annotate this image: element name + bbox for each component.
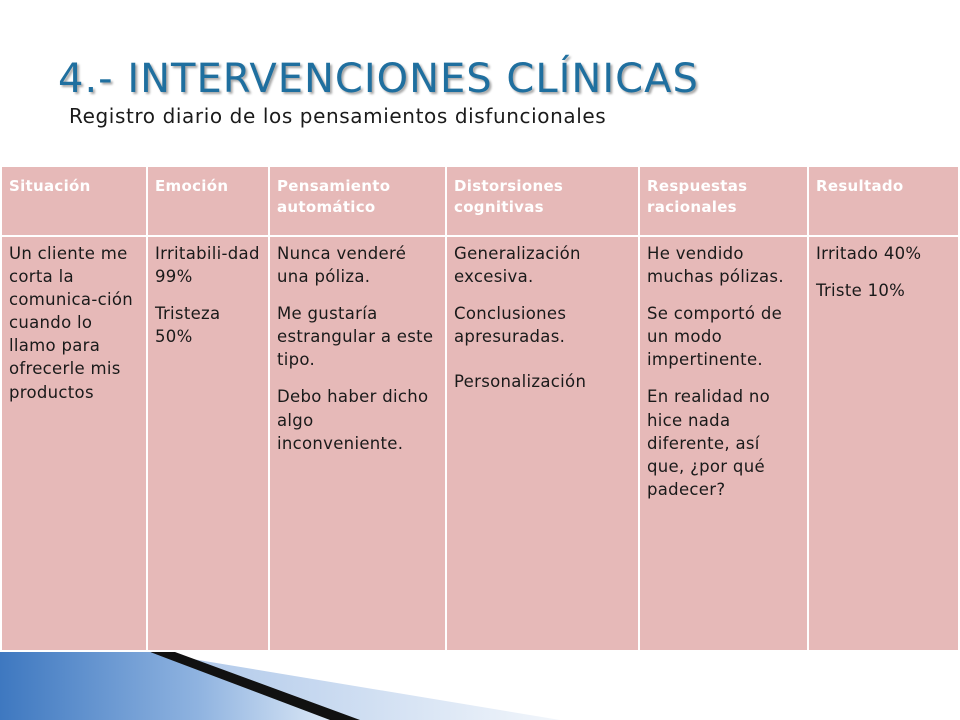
- cell-emocion: [147, 236, 269, 651]
- cell-respuestas: [639, 236, 808, 651]
- distorsion-1: Generalización excesiva.: [454, 244, 581, 287]
- header-resultado: Resultado: [808, 166, 959, 236]
- emocion-irritabilidad: Irritabili-dad 99%: [155, 244, 260, 287]
- header-distorsiones: Distorsiones cognitivas: [446, 166, 639, 236]
- situacion-text: Un cliente me corta la comunica-ción cuando lo llamo para ofrecerle mis productos: [9, 244, 133, 402]
- table-row: [1, 236, 959, 651]
- respuesta-2: Se comportó de un modo impertinente.: [647, 304, 783, 370]
- distorsion-2: Conclusiones apresuradas.: [454, 304, 567, 347]
- resultado-irritado: Irritado 40%: [816, 244, 922, 263]
- emocion-tristeza: Tristeza 50%: [155, 304, 221, 347]
- header-emocion: Emoción: [147, 166, 269, 236]
- slide-title: 4.- INTERVENCIONES CLÍNICAS: [58, 56, 699, 102]
- decorative-swoosh: [0, 652, 960, 720]
- distorsion-3: Personalización: [454, 372, 587, 392]
- table-header-row: [1, 166, 959, 236]
- pensamiento-3: Debo haber dicho algo inconveniente.: [277, 387, 429, 453]
- cell-pensamiento: [269, 236, 446, 651]
- cell-situacion: [1, 236, 147, 651]
- header-pensamiento: Pensamiento automático: [269, 166, 446, 236]
- pensamiento-2: Me gustaría estrangular a este tipo.: [277, 304, 434, 370]
- respuesta-1: He vendido muchas pólizas.: [647, 244, 784, 287]
- cell-distorsiones: [446, 236, 639, 651]
- respuesta-3: En realidad no hice nada diferente, así que, ¿por qué padecer?: [647, 387, 771, 499]
- thought-record-table: [0, 165, 960, 652]
- slide-subtitle: Registro diario de los pensamientos disfuncionales: [69, 104, 607, 128]
- resultado-triste: Triste 10%: [816, 281, 906, 301]
- cell-resultado: [808, 236, 959, 651]
- header-situacion: Situación: [1, 166, 147, 236]
- header-respuestas: Respuestas racionales: [639, 166, 808, 236]
- pensamiento-1: Nunca venderé una póliza.: [277, 244, 407, 287]
